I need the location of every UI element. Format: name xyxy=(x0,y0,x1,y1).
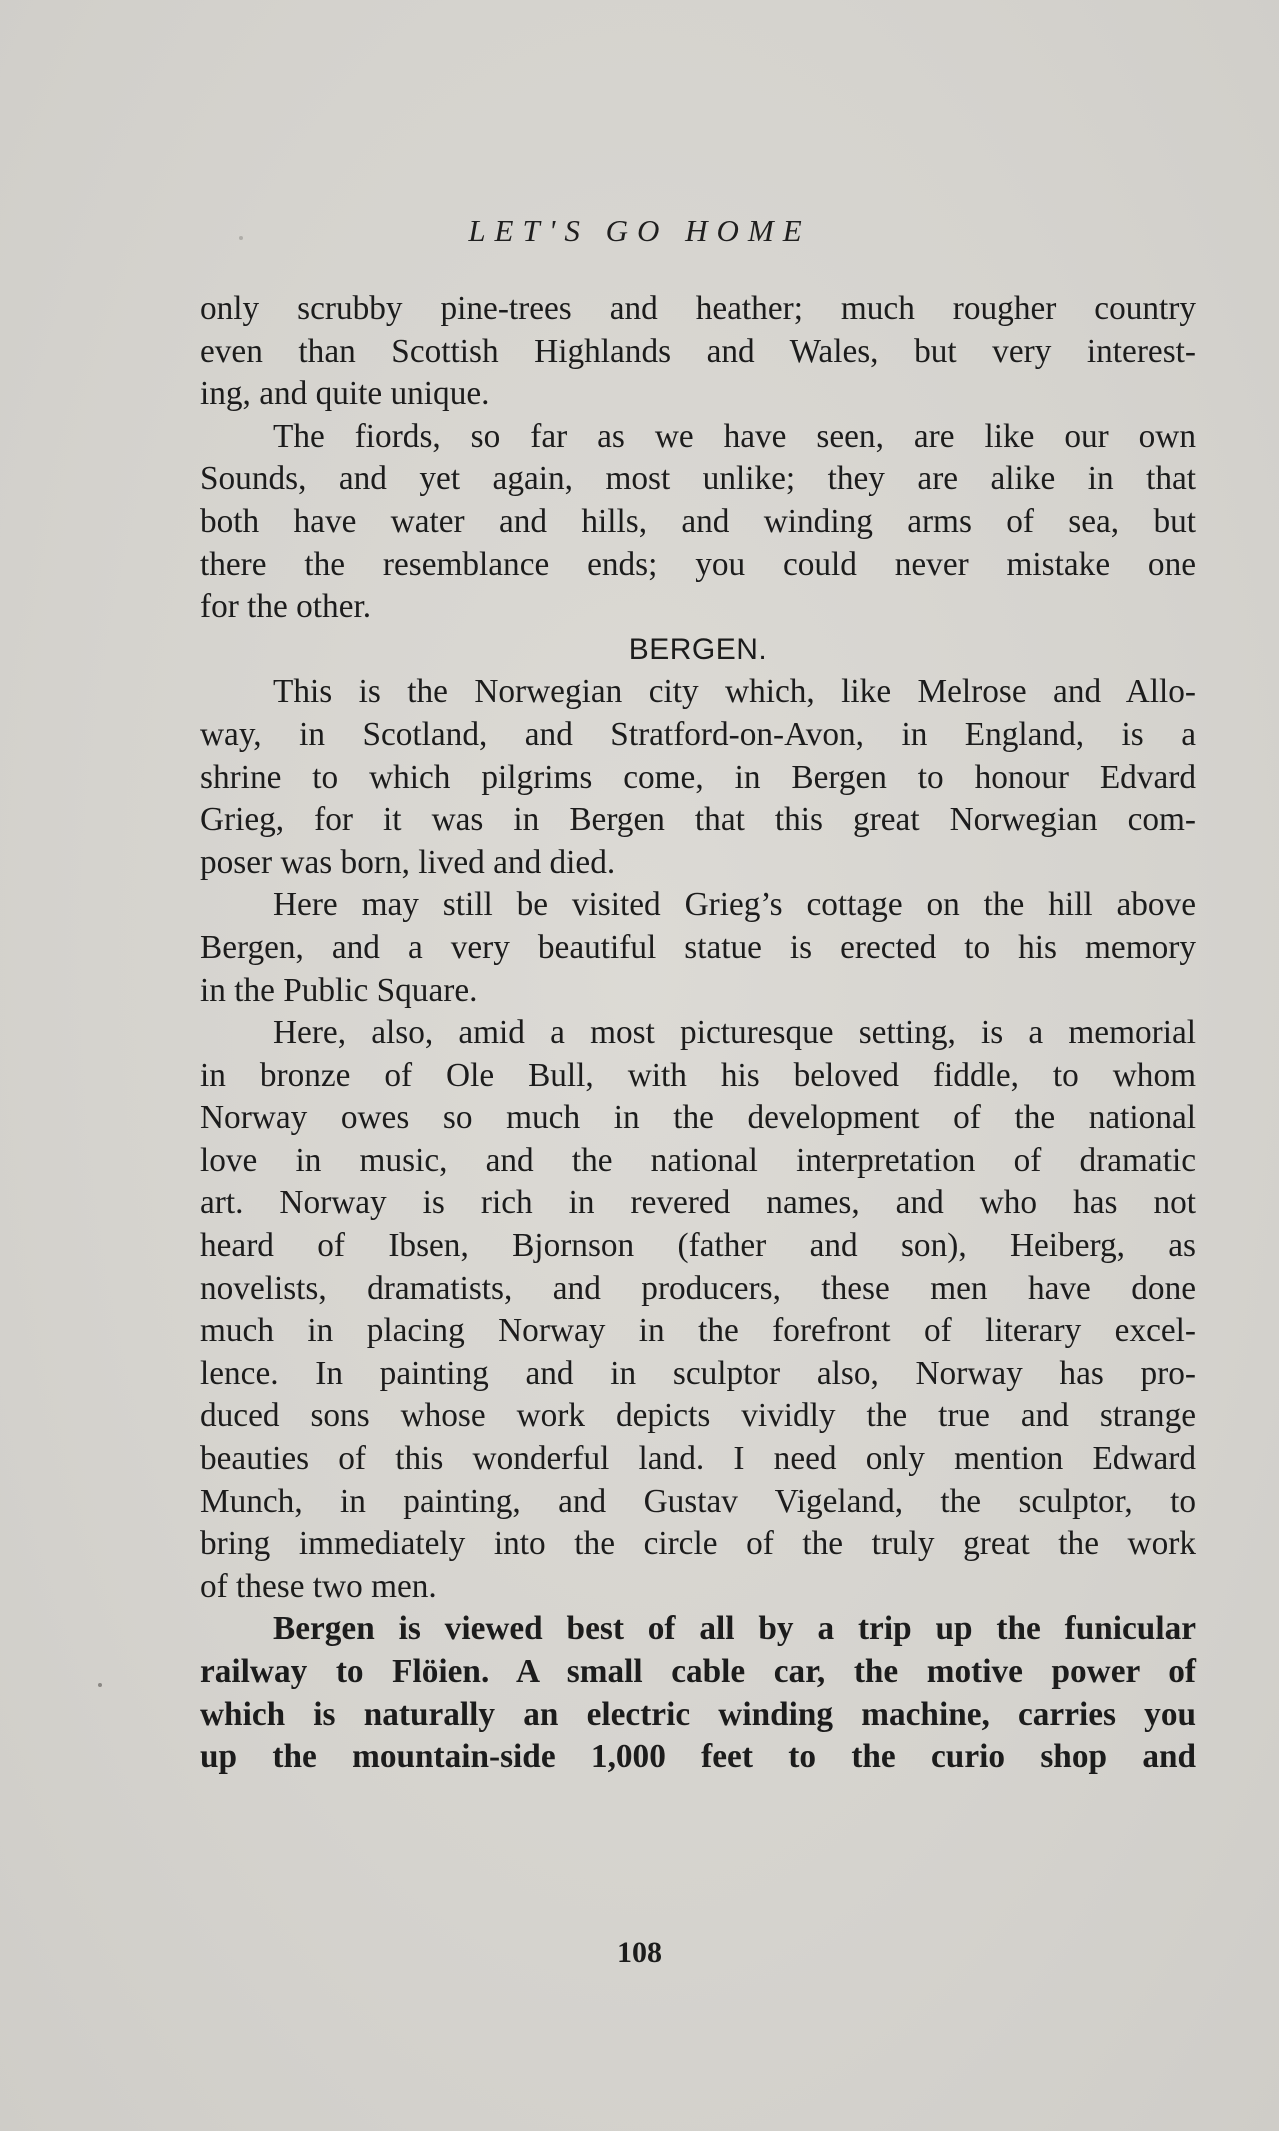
running-head: LET'S GO HOME xyxy=(468,213,811,248)
text-line: way, in Scotland, and Stratford-on-Avon, in England, is a xyxy=(200,715,1196,753)
text-line: novelists, dramatists, and producers, these men have done xyxy=(200,1269,1196,1307)
page-number: 108 xyxy=(617,1936,662,1969)
text-line: Munch, in painting, and Gustav Vigeland, the sculptor, to xyxy=(200,1482,1196,1520)
text-line: lence. In painting and in sculptor also, Norway has pro- xyxy=(200,1354,1196,1392)
text-line: love in music, and the national interpretation of dramatic xyxy=(200,1141,1196,1179)
text-line: Here, also, amid a most picturesque setting, is a memorial xyxy=(273,1014,1196,1052)
paragraph xyxy=(200,416,1196,629)
paper-speck xyxy=(239,236,243,240)
text-line: there the resemblance ends; you could never mistake one xyxy=(200,545,1196,583)
text-line: railway to Flöien. A small cable car, the motive power of xyxy=(200,1653,1196,1690)
body-text xyxy=(200,288,1196,1779)
text-line: Sounds, and yet again, most unlike; they are alike in that xyxy=(200,460,1196,498)
paragraph xyxy=(200,1608,1196,1778)
text-line: Norway owes so much in the development of the national xyxy=(200,1099,1196,1137)
paragraph xyxy=(200,1012,1196,1608)
text-line: ing, and quite unique. xyxy=(200,375,490,413)
text-line: up the mountain-side 1,000 feet to the curio shop and xyxy=(200,1738,1196,1776)
text-line: bring immediately into the circle of the truly great the work xyxy=(200,1525,1196,1563)
text-line: shrine to which pilgrims come, in Bergen to honour Edvard xyxy=(200,758,1196,796)
text-line: poser was born, lived and died. xyxy=(200,843,616,881)
paragraph xyxy=(200,884,1196,1012)
text-line: Grieg, for it was in Bergen that this great Norwegian com- xyxy=(200,801,1196,839)
text-line: This is the Norwegian city which, like Melrose and Allo- xyxy=(273,673,1196,711)
text-line: much in placing Norway in the forefront of literary excel- xyxy=(200,1312,1196,1350)
text-line: both have water and hills, and winding arms of sea, but xyxy=(200,502,1196,540)
text-line: Bergen is viewed best of all by a trip up the funicular xyxy=(273,1610,1196,1648)
text-line: Here may still be visited Grieg’s cottage on the hill above xyxy=(273,886,1196,924)
text-line: which is naturally an electric winding machine, carries you xyxy=(200,1695,1196,1733)
section-heading: BERGEN. xyxy=(628,632,768,666)
paper-speck xyxy=(98,1683,102,1687)
text-line: even than Scottish Highlands and Wales, but very interest- xyxy=(200,332,1196,370)
text-line: of these two men. xyxy=(200,1567,437,1605)
text-line: Bergen, and a very beautiful statue is erected to his memory xyxy=(200,928,1196,966)
paragraph xyxy=(200,288,1196,416)
text-line: in the Public Square. xyxy=(200,971,478,1009)
text-line: duced sons whose work depicts vividly the true and strange xyxy=(200,1397,1196,1435)
text-line: heard of Ibsen, Bjornson (father and son), Heiberg, as xyxy=(200,1227,1196,1265)
paragraph xyxy=(200,671,1196,884)
text-line: for the other. xyxy=(200,588,372,626)
text-line: beauties of this wonderful land. I need only mention Edward xyxy=(200,1440,1196,1478)
text-line: in bronze of Ole Bull, with his beloved fiddle, to whom xyxy=(200,1056,1196,1094)
text-line: only scrubby pine-trees and heather; much rougher country xyxy=(200,290,1196,327)
text-line: The fiords, so far as we have seen, are like our own xyxy=(273,417,1196,455)
text-line: art. Norway is rich in revered names, and who has not xyxy=(200,1184,1196,1222)
